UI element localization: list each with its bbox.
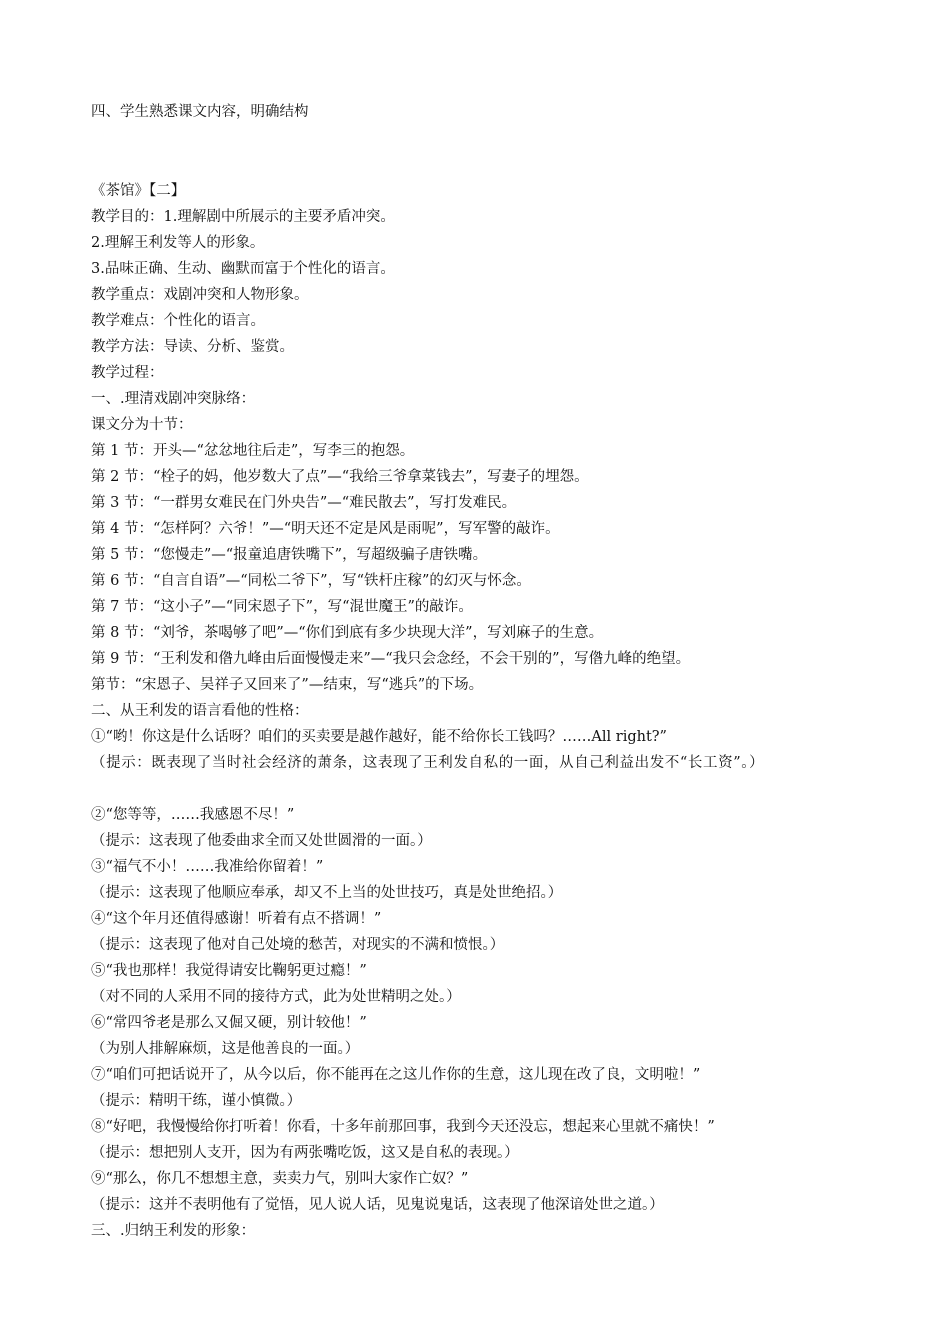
hint-line: （提示：这表现了他顺应奉承，却又不上当的处世技巧，真是处世绝招。）	[91, 885, 563, 901]
hint-line: （提示：这并不表明他有了觉悟，见人说人话，见鬼说鬼话，这表现了他深谙处世之道。）	[91, 1197, 664, 1213]
section-heading: 一、.理清戏剧冲突脉络：	[91, 391, 256, 407]
quote-line: ①“哟！你这是什么话呀？咱们的买卖要是越作越好，能不给你长工钱吗？……All right?”	[91, 729, 667, 745]
section-item: 第 4 节：“怎样阿？六爷！”—“明天还不定是风是雨呢”，写军警的敲诈。	[91, 521, 560, 537]
quote-line: ④“这个年月还值得感谢！听着有点不搭调！”	[91, 911, 382, 927]
section-item: 第 9 节：“王利发和偺九峰由后面慢慢走来”—“我只会念经，不会干别的”，写偺九峰的绝望。	[91, 651, 691, 667]
section-item: 第 6 节：“自言自语”—“同松二爷下”，写“铁杆庄稼”的幻灭与怀念。	[91, 573, 531, 589]
section-item: 第 5 节：“您慢走”—“报童追唐铁嘴下”，写超级骗子唐铁嘴。	[91, 547, 488, 563]
hint-line: （提示：想把别人支开，因为有两张嘴吃饭，这又是自私的表现。）	[91, 1145, 519, 1161]
section-item: 第 3 节：“一群男女难民在门外央告”—“难民散去”，写打发难民。	[91, 495, 517, 511]
key-point-line: 教学重点：戏剧冲突和人物形象。	[91, 287, 309, 303]
section-item: 第 1 节：开头—“忿忿地往后走”，写李三的抱怨。	[91, 443, 415, 459]
quote-line: ③“福气不小！……我准给你留着！”	[91, 859, 324, 875]
quote-line: ⑦“咱们可把话说开了，从今以后，你不能再在之这儿作你的生意，这儿现在改了良，文明啦！”	[91, 1067, 701, 1083]
section-item: 第节：“宋恩子、吴祥子又回来了”—结束，写“逃兵”的下场。	[91, 677, 484, 693]
quote-line: ⑨“那么，你几不想想主意，卖卖力气，别叫大家作亡奴？”	[91, 1171, 469, 1187]
objective-line: 教学目的：1.理解剧中所展示的主要矛盾冲突。	[91, 209, 395, 225]
process-heading: 教学过程：	[91, 365, 164, 381]
quote-line: ⑥“常四爷老是那么又倔又硬，别计较他！”	[91, 1015, 367, 1031]
objective-line: 3.品味正确、生动、幽默而富于个性化的语言。	[91, 261, 395, 277]
quote-line: ⑤“我也那样！我觉得请安比鞠躬更过瘾！”	[91, 963, 367, 979]
hint-line: （提示：既表现了当时社会经济的萧条，这表现了王利发自私的一面，从自己利益出发不“长工资”。）	[91, 755, 765, 771]
hint-line: （提示：这表现了他对自己处境的愁苦，对现实的不满和愤恨。）	[91, 937, 505, 953]
objective-line: 2.理解王利发等人的形象。	[91, 235, 265, 251]
method-line: 教学方法：导读、分析、鉴赏。	[91, 339, 294, 355]
section-item: 第 8 节：“刘爷，茶喝够了吧”—“你们到底有多少块现大洋”，写刘麻子的生意。	[91, 625, 604, 641]
section-item: 第 7 节：“这小子”—“同宋恩子下”，写“混世魔王”的敲诈。	[91, 599, 473, 615]
section-heading: 四、学生熟悉课文内容，明确结构	[91, 104, 309, 120]
hint-line: （对不同的人采用不同的接待方式，此为处世精明之处。）	[91, 989, 461, 1005]
hint-line: （提示：精明干练，谨小慎微。）	[91, 1093, 302, 1109]
section-heading: 二、从王利发的语言看他的性格：	[91, 703, 309, 719]
quote-line: ②“您等等，……我感恩不尽！”	[91, 807, 295, 823]
paragraph: 课文分为十节：	[91, 417, 193, 433]
difficulty-line: 教学难点：个性化的语言。	[91, 313, 265, 329]
hint-line: （提示：这表现了他委曲求全而又处世圆滑的一面。）	[91, 833, 432, 849]
hint-line: （为别人排解麻烦，这是他善良的一面。）	[91, 1041, 360, 1057]
quote-line: ⑧“好吧，我慢慢给你打听着！你看，十多年前那回事，我到今天还没忘，想起来心里就不痛快！”	[91, 1119, 715, 1135]
lesson-title: 《茶馆》【二】	[91, 183, 186, 199]
section-heading: 三、.归纳王利发的形象：	[91, 1223, 256, 1239]
section-item: 第 2 节：“栓子的妈，他岁数大了点”—“我给三爷拿菜钱去”，写妻子的埋怨。	[91, 469, 589, 485]
